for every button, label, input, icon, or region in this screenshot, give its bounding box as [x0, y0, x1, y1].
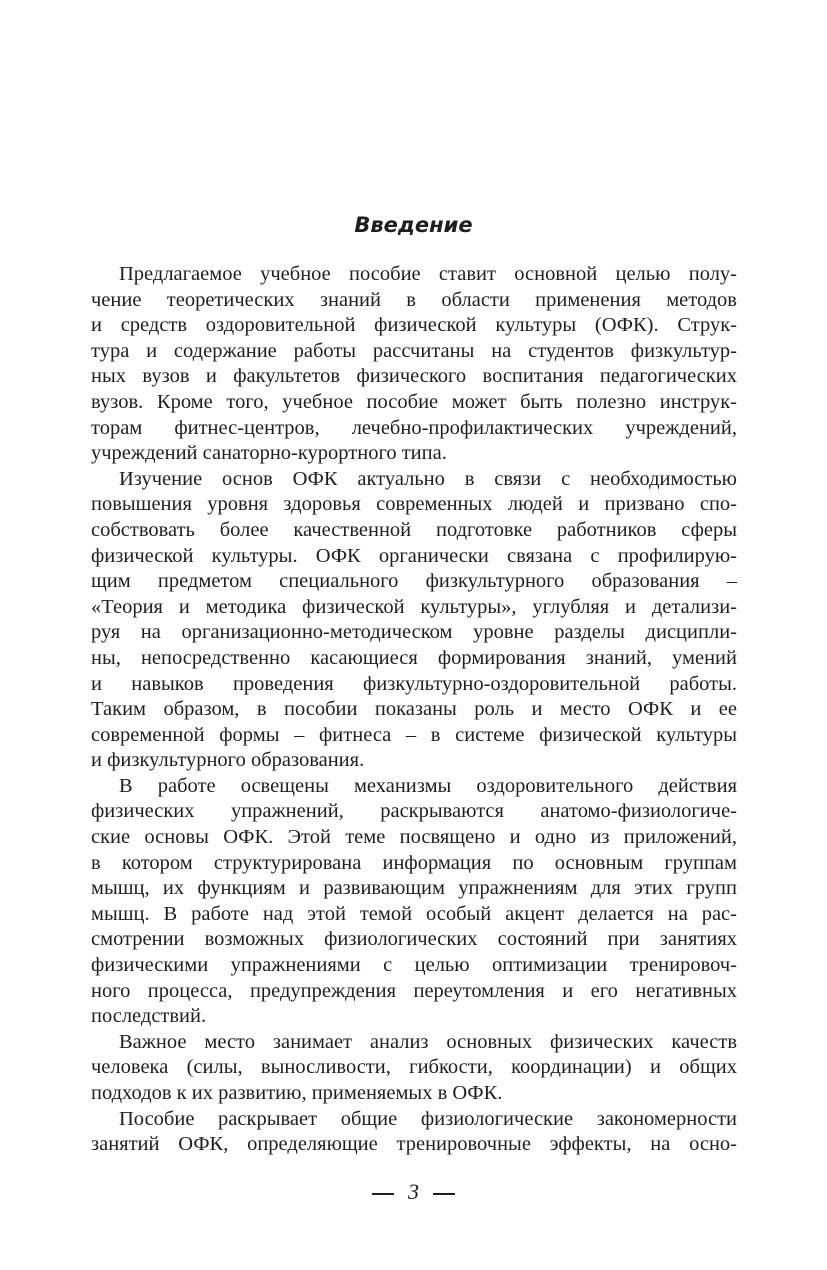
text-line: «Теория и методика физической культуры», углубляя и детализи-: [91, 595, 737, 618]
text-line: руя на организационно-методическом уровне разделы дисципли-: [91, 621, 737, 644]
text-line: В работе освещены механизмы оздоровительного действия: [119, 774, 737, 797]
text-line: человека (силы, выносливости, гибкости, координации) и общих: [91, 1056, 737, 1079]
text-line: тура и содержание работы рассчитаны на студентов физкультур-: [91, 339, 737, 362]
body-text: [91, 262, 737, 1158]
text-line: учреждений санаторно-курортного типа.: [91, 442, 447, 465]
text-line: щим предметом специального физкультурного образования –: [91, 570, 737, 593]
text-line: современной формы – фитнеса – в системе физической культуры: [91, 723, 737, 746]
page-number-value: 3: [408, 1179, 419, 1204]
text-line: физических упражнений, раскрываются анатомо-физиологиче-: [91, 800, 737, 823]
page-number: [0, 1177, 827, 1207]
text-line: физическими упражнениями с целью оптимизации тренировоч-: [91, 954, 737, 977]
text-line: повышения уровня здоровья современных людей и призвано спо-: [91, 493, 737, 516]
text-line: Пособие раскрывает общие физиологические закономерности: [119, 1107, 737, 1130]
text-line: ных вузов и факультетов физического воспитания педагогических: [91, 365, 737, 388]
text-line: собствовать более качественной подготовке работников сферы: [91, 518, 737, 541]
text-line: Таким образом, в пособии показаны роль и место ОФК и ее: [91, 698, 737, 721]
text-line: мышц. В работе над этой темой особый акцент делается на рас-: [91, 902, 737, 925]
text-line: чение теоретических знаний в области применения методов: [91, 288, 737, 311]
text-line: Изучение основ ОФК актуально в связи с необходимостью: [119, 467, 737, 490]
text-line: занятий ОФК, определяющие тренировочные эффекты, на осно-: [91, 1133, 737, 1156]
text-line: торам фитнес-центров, лечебно-профилактических учреждений,: [91, 416, 737, 439]
text-line: и средств оздоровительной физической культуры (ОФК). Струк-: [91, 314, 737, 337]
section-heading: Введение: [354, 213, 473, 237]
text-line: физической культуры. ОФК органически связана с профилирую-: [91, 544, 737, 567]
text-line: смотрении возможных физиологических состояний при занятиях: [91, 928, 737, 951]
text-line: вузов. Кроме того, учебное пособие может быть полезно инструк-: [91, 390, 737, 413]
text-line: Предлагаемое учебное пособие ставит основной целью полу-: [119, 263, 737, 285]
text-line: ские основы ОФК. Этой теме посвящено и одно из приложений,: [91, 826, 737, 849]
text-line: и навыков проведения физкультурно-оздоровительной работы.: [91, 672, 737, 695]
page-number-dash-left: [372, 1193, 394, 1195]
page-number-dash-right: [433, 1193, 455, 1195]
text-line: и физкультурного образования.: [91, 749, 365, 772]
text-line: последствий.: [91, 1005, 207, 1028]
text-line: ны, непосредственно касающиеся формирования знаний, умений: [91, 646, 737, 669]
text-line: подходов к их развитию, применяемых в ОФК.: [91, 1082, 503, 1104]
text-line: Важное место занимает анализ основных физических качеств: [119, 1030, 737, 1053]
text-line: мышц, их функциям и развивающим упражнениям для этих групп: [91, 877, 737, 900]
text-line: в котором структурирована информация по основным группам: [91, 851, 737, 874]
text-line: ного процесса, предупреждения переутомления и его негативных: [91, 979, 737, 1002]
